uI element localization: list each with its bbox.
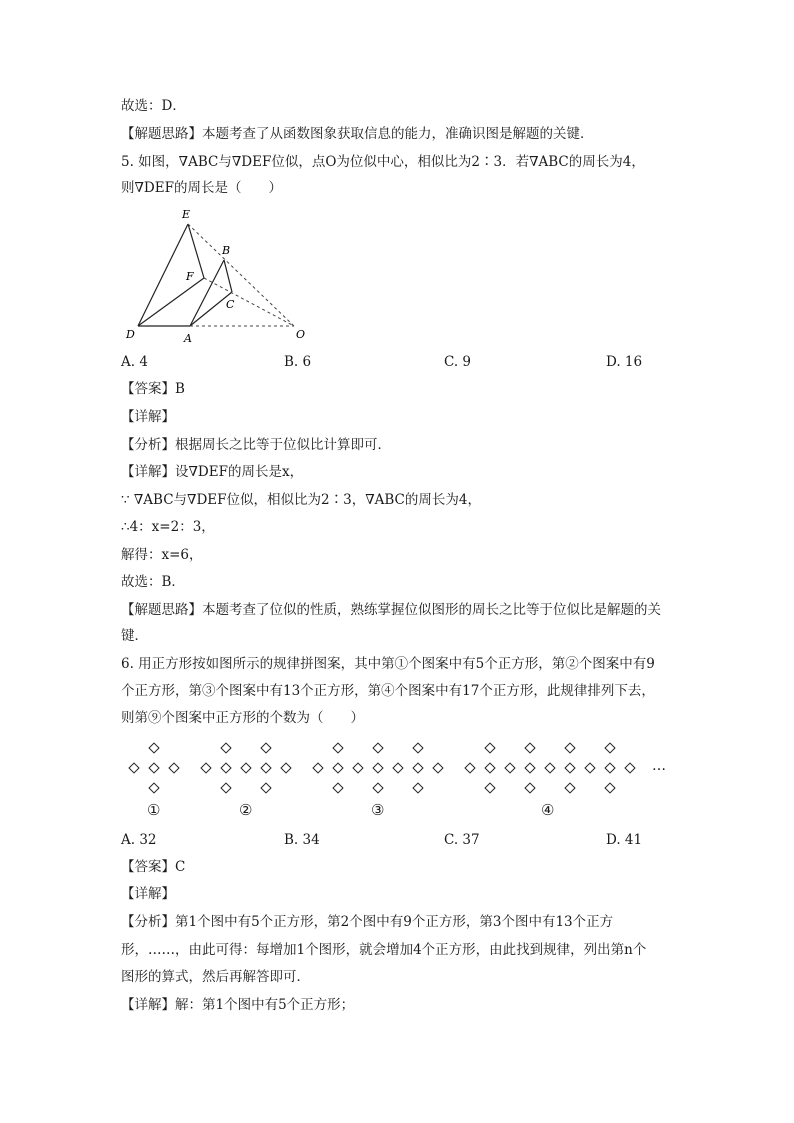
pattern-label-2: ②: [239, 801, 253, 819]
square-shape: [604, 742, 615, 753]
square-pattern-figure: [0, 736, 794, 826]
square-shape: [148, 782, 159, 793]
square-shape: [332, 782, 343, 793]
q5-option-b: B. 6: [284, 354, 312, 370]
square-shape: [564, 762, 575, 773]
q6-option-d: D. 41: [606, 832, 643, 848]
line-12: 故选：B．: [121, 574, 185, 590]
label-F: F: [186, 270, 194, 283]
label-D: D: [126, 328, 135, 341]
line-7: 【分析】根据周长之比等于位似比计算即可．: [121, 437, 391, 453]
pattern-label-3: ③: [371, 801, 385, 819]
q6-option-c: C. 37: [444, 832, 480, 848]
square-shape: [240, 762, 251, 773]
square-shape: [544, 762, 555, 773]
q5-option-c: C. 9: [444, 354, 472, 370]
square-shape: [260, 782, 271, 793]
square-shape: [220, 762, 231, 773]
label-E: E: [182, 208, 191, 221]
square-shape: [280, 762, 291, 773]
square-shape: [524, 782, 535, 793]
line-17: 则第⑨个图案中正方形的个数为（ ）: [121, 710, 364, 726]
pattern-label-1: ①: [147, 801, 161, 819]
line-4: 则∇DEF的周长是（ ）: [121, 180, 282, 196]
line-23: 【详解】解：第1个图中有5个正方形；: [121, 997, 355, 1013]
square-shape: [260, 762, 271, 773]
square-shape: [332, 742, 343, 753]
square-shape: [148, 762, 159, 773]
line-9: ∵ ∇ABC与∇DEF位似，相似比为2∶3，∇ABC的周长为4，: [121, 492, 481, 508]
square-shape: [148, 742, 159, 753]
square-shape: [392, 762, 403, 773]
line-8: 【详解】设∇DEF的周长是x，: [121, 464, 304, 480]
q5-option-d: D. 16: [606, 354, 643, 370]
square-shape: [352, 762, 363, 773]
q6-option-b: B. 34: [284, 832, 320, 848]
square-shape: [332, 762, 343, 773]
ellipsis: …: [652, 758, 666, 774]
line-21: 形，……，由此可得：每增加1个图形，就会增加4个正方形，由此找到规律，列出第n个: [121, 942, 647, 958]
q5-option-a: A. 4: [121, 354, 148, 370]
square-shape: [484, 742, 495, 753]
square-shape: [484, 762, 495, 773]
q6-option-a: A. 32: [121, 832, 157, 848]
pattern-label-4: ④: [541, 801, 555, 819]
line-6: 【详解】: [121, 409, 175, 425]
square-shape: [372, 782, 383, 793]
line-11: 解得：x=6，: [121, 547, 203, 563]
square-shape: [564, 742, 575, 753]
square-shape: [220, 742, 231, 753]
line-20: 【分析】第1个图中有5个正方形，第2个图中有9个正方形，第3个图中有13个正方: [121, 914, 614, 930]
line-22: 图形的算式，然后再解答即可．: [121, 969, 310, 985]
square-shape: [260, 742, 271, 753]
square-shape: [312, 762, 323, 773]
line-13: 【解题思路】本题考查了位似的性质，熟练掌握位似图形的周长之比等于位似比是解题的关: [121, 602, 661, 618]
line-3: 5. 如图，∇ABC与∇DEF位似，点O为位似中心，相似比为2∶3．若∇ABC的周长为4，: [121, 154, 645, 170]
label-B: B: [222, 244, 231, 257]
square-shape: [584, 762, 595, 773]
label-O: O: [296, 328, 306, 341]
square-shape: [412, 782, 423, 793]
square-shape: [524, 762, 535, 773]
square-shape: [604, 762, 615, 773]
square-shape: [372, 742, 383, 753]
square-shape: [604, 782, 615, 793]
line-1: 故选：D．: [121, 98, 186, 114]
line-5: 【答案】B: [121, 381, 185, 397]
line-19: 【详解】: [121, 886, 175, 902]
line-14: 键．: [121, 628, 148, 644]
square-shape: [524, 742, 535, 753]
similar-triangles-figure: [118, 204, 318, 344]
square-shape: [412, 762, 423, 773]
line-10: ∴4：x=2：3，: [121, 519, 215, 535]
square-shape: [412, 742, 423, 753]
square-shape: [484, 782, 495, 793]
square-shape: [432, 762, 443, 773]
square-shape: [220, 782, 231, 793]
line-16: 个正方形，第③个图案中有13个正方形，第④个图案中有17个正方形，此规律排列下去，: [121, 683, 655, 699]
square-shape: [168, 762, 179, 773]
square-shape: [564, 782, 575, 793]
line-18: 【答案】C: [121, 859, 186, 875]
line-2: 【解题思路】本题考查了从函数图象获取信息的能力，准确识图是解题的关键．: [121, 126, 594, 142]
square-shape: [464, 762, 475, 773]
label-A: A: [184, 332, 192, 344]
line-15: 6. 用正方形按如图所示的规律拼图案，其中第①个图案中有5个正方形，第②个图案中有9: [121, 656, 655, 672]
square-shape: [200, 762, 211, 773]
square-shape: [504, 762, 515, 773]
square-shape: [624, 762, 635, 773]
square-shape: [372, 762, 383, 773]
square-shape: [128, 762, 139, 773]
label-C: C: [226, 298, 235, 311]
